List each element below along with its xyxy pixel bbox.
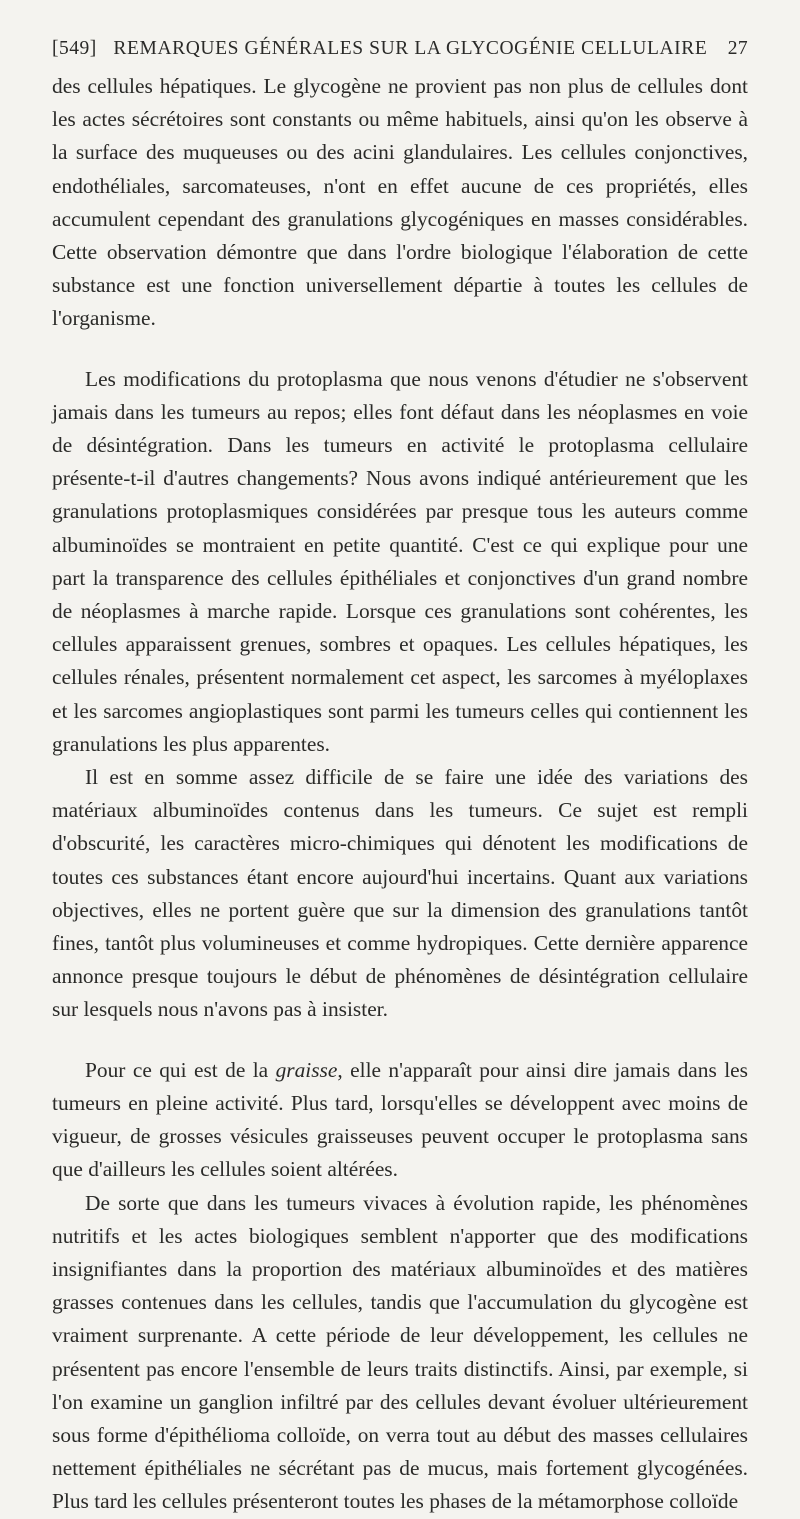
- book-page: [52, 38, 748, 1519]
- paragraph-4: [52, 1054, 748, 1187]
- page-number: 27: [727, 38, 748, 59]
- page-reference: [549]: [52, 38, 97, 59]
- paragraph-gap: [52, 336, 748, 363]
- paragraph-2: Les modifications du protoplasma que nous venons d'étudier ne s'observent jamais dans les tumeurs au repos; elles font défaut dans les néoplasmes en voie de désintégration. Dans les tumeurs en activité le protoplasma cellulaire présente-t-il d'autres changements? Nous avons indiqué antérieurement que les granulations protoplasmiques considérées par presque tous les auteurs comme albuminoïdes se montraient en petite quantité. C'est ce qui explique pour une part la transparence des cellules épithéliales et conjonctives d'un grand nombre de néoplasmes à marche rapide. Lorsque ces granulations sont cohérentes, les cellules apparaissent grenues, sombres et opaques. Les cellules hépatiques, les cellules rénales, présentent normalement cet aspect, les sarcomes à myéloplaxes et les sarcomes angioplastiques sont parmi les tumeurs celles qui contiennent les granulations les plus apparentes.: [52, 366, 748, 756]
- running-header: [52, 38, 748, 66]
- paragraph-4-rest: , elle n'apparaît pour ainsi dire jamais dans les tumeurs en pleine activité. Plus tard, lorsqu'elles se développent avec moins de vigueur, de grosses vésicules graisseuses peuvent occuper le protoplasma sans que d'ailleurs les cellules soient altérées.: [52, 1057, 748, 1182]
- paragraph-gap: [52, 1027, 748, 1054]
- paragraph-5: De sorte que dans les tumeurs vivaces à évolution rapide, les phénomènes nutritifs et les actes biologiques semblent n'apporter que des modifications insignifiantes dans la proportion des matériaux albuminoïdes et des matières grasses contenues dans les cellules, tandis que l'accumulation du glycogène est vraiment surprenante. A cette période de leur développement, les cellules ne présentent pas encore l'ensemble de leurs traits distinctifs. Ainsi, par exemple, si l'on examine un ganglion infiltré par des cellules devant évoluer ultérieurement sous forme d'épithélioma colloïde, on verra tout au début des masses cellulaires nettement épithéliales ne sécrétant pas de mucus, mais fortement glycogénées. Plus tard les cellules présenteront toutes les phases de la métamorphose colloïde: [52, 1190, 748, 1514]
- body-text: [52, 70, 748, 1519]
- emphasis-graisse: graisse: [275, 1057, 338, 1082]
- paragraph-3: Il est en somme assez difficile de se faire une idée des variations des matériaux albuminoïdes contenus dans les tumeurs. Ce sujet est rempli d'obscurité, les caractères micro-chimiques qui dénotent les modifications de toutes ces substances étant encore aujourd'hui incertains. Quant aux variations objectives, elles ne portent guère que sur la dimension des granulations tantôt fines, tantôt plus volumineuses et comme hydropiques. Cette dernière apparence annonce presque toujours le début de phénomènes de désintégration cellulaire sur lesquels nous n'avons pas à insister.: [52, 765, 748, 1022]
- running-title: REMARQUES GÉNÉRALES SUR LA GLYCOGÉNIE CELLULAIRE: [113, 38, 708, 59]
- paragraph-1: des cellules hépatiques. Le glycogène ne provient pas non plus de cellules dont les actes sécrétoires sont constants ou même habituels, ainsi qu'on les observe à la surface des muqueuses ou des acini glandulaires. Les cellules conjonctives, endothéliales, sarcomateuses, n'ont en effet aucune de ces propriétés, elles accumulent cependant des granulations glycogéniques en masses considérables. Cette observation démontre que dans l'ordre biologique l'élaboration de cette substance est une fonction universellement départie à toutes les cellules de l'organisme.: [52, 74, 748, 331]
- paragraph-4-lead: Pour ce qui est de la: [85, 1057, 276, 1082]
